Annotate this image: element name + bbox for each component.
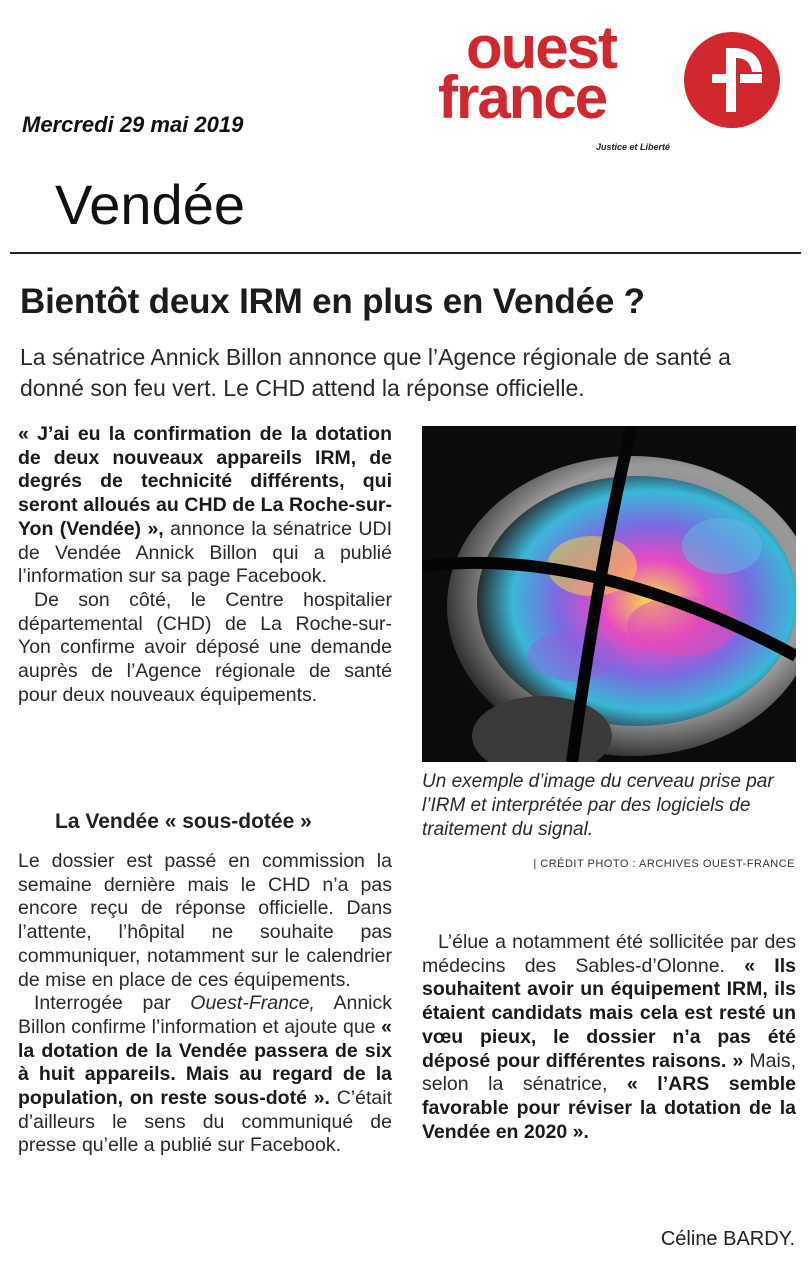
paragraph-5-text-b: Mais, selon la sénatrice, xyxy=(422,1049,796,1096)
paragraph-5-text-a: L’élue a notamment été sollicitée par des médecins des Sables-d’Olonne. xyxy=(422,931,796,977)
article-headline: Bientôt deux IRM en plus en Vendée ? xyxy=(20,282,645,321)
publication-date: Mercredi 29 mai 2019 xyxy=(22,112,244,137)
paragraph-1-text: annonce la sénatrice UDI de Vendée Annick Billon qui a publié l’information sur sa page Facebook. xyxy=(18,517,392,588)
paragraph-1 xyxy=(18,423,392,589)
article-subtitle: La Vendée « sous-dotée » xyxy=(55,810,312,833)
logo-emblem-icon xyxy=(682,30,782,130)
column-right xyxy=(422,931,796,1144)
header-divider xyxy=(10,252,801,254)
photo-credit: | CRÉDIT PHOTO : ARCHIVES OUEST-FRANCE xyxy=(533,858,795,870)
article-subhead: La sénatrice Annick Billon annonce que l’Agence régionale de santé a donné son feu vert. Le CHD attend la réponse officielle. xyxy=(20,344,731,401)
quote-dotation: « la dotation de la Vendée passera de six à huit appareils. Mais au regard de la population, on reste sous-doté ». xyxy=(18,1015,392,1110)
paragraph-3: Le dossier est passé en commission la semaine dernière mais le CHD n’a pas encore reçu de réponse officielle. Dans l’attente, l’hôpital ne souhaite pas communiquer, notamment sur le calendrier de mise en place de ces équipements. xyxy=(18,850,392,991)
ouest-france-logo xyxy=(436,14,796,158)
paragraph-4-text-c: C’était d’ailleurs le sens du communiqué de presse qu’elle a publié sur Facebook. xyxy=(18,1087,392,1157)
logo-word-france: france xyxy=(438,64,607,131)
paragraph-4 xyxy=(18,992,392,1158)
quote-ars: « l’ARS semble favorable pour réviser la dotation de la Vendée en 2020 ». xyxy=(422,1073,797,1143)
mri-brain-photo xyxy=(422,426,796,762)
source-name: Ouest-France, xyxy=(190,992,315,1015)
paragraph-4-text-b: Annick Billon confirme l’information et ajoute que xyxy=(18,992,392,1038)
paragraph-4-text-a: Interrogée par xyxy=(34,992,191,1015)
paragraph-5 xyxy=(422,931,796,1144)
quote-senator: « J’ai eu la confirmation de la dotation de deux nouveaux appareils IRM, de degrés de technicité différents, qui seront alloués au CHD de La Roche-sur-Yon (Vendée) », xyxy=(18,423,392,540)
author-signature: Céline BARDY. xyxy=(660,1228,795,1250)
column-left-top xyxy=(18,423,392,707)
column-left-bottom xyxy=(18,850,392,1158)
photo-caption: Un exemple d’image du cerveau prise par l’IRM et interprétée par des logiciels de traitement du signal. xyxy=(422,771,774,840)
logo-word-ouest: ouest xyxy=(466,14,617,81)
quote-doctors: « Ils souhaitent avoir un équipement IRM, ils étaient candidats mais cela est resté un vœu pieux, le dossier n’a pas été déposé pour différentes raisons. » xyxy=(422,954,796,1072)
paragraph-2: De son côté, le Centre hospitalier départemental (CHD) de La Roche-sur-Yon confirme avoir déposé une demande auprès de l’Agence régionale de santé pour deux nouveaux équipements. xyxy=(18,588,392,706)
mri-brain-illustration xyxy=(422,426,796,762)
logo-motto: Justice et Liberté xyxy=(596,142,671,152)
section-title: Vendée xyxy=(55,173,245,236)
